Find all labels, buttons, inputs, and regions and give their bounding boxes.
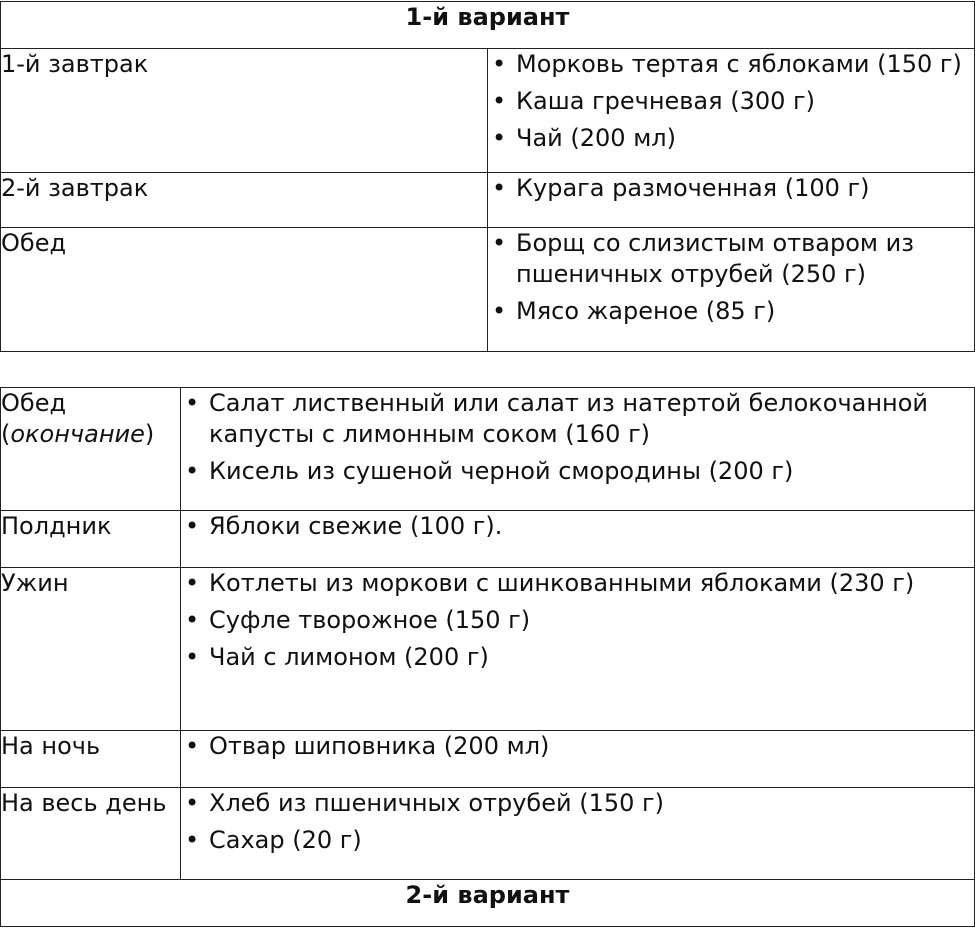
meal-items	[181, 731, 975, 788]
list-item: • Отвар шиповника (200 мл)	[181, 731, 974, 762]
list-item: • Чай (200 мл)	[488, 123, 974, 154]
table-row	[1, 511, 975, 568]
meal-items	[488, 173, 975, 228]
list-item: • Морковь тертая с яблоками (150 г)	[488, 49, 974, 80]
meal-items	[181, 568, 975, 731]
list-item: • Котлеты из моркови с шинкованными яблоками (230 г)	[181, 568, 974, 599]
list-item: • Борщ со слизистым отваром из пшеничных отрубей (250 г)	[488, 228, 974, 290]
variant-header-row	[1, 2, 975, 49]
variant-header-row	[1, 880, 975, 927]
meal-name: 2-й завтрак	[1, 173, 488, 228]
meal-name: Ужин	[1, 568, 181, 731]
list-item: • Хлеб из пшеничных отрубей (150 г)	[181, 788, 974, 819]
list-item: • Сахар (20 г)	[181, 825, 974, 856]
meal-note-open: (	[1, 420, 11, 448]
table-row	[1, 788, 975, 880]
list-item: • Яблоки свежие (100 г).	[181, 511, 974, 542]
list-item: • Каша гречневая (300 г)	[488, 86, 974, 117]
table-row	[1, 228, 975, 352]
table-row	[1, 731, 975, 788]
meal-items	[181, 388, 975, 511]
variant-1-title: 1-й вариант	[1, 2, 975, 49]
table-row	[1, 49, 975, 173]
table-row	[1, 388, 975, 511]
meal-note: окончание	[10, 420, 145, 448]
meal-items	[488, 228, 975, 352]
variant-2-title: 2-й вариант	[1, 880, 975, 927]
meal-items	[488, 49, 975, 173]
meal-name: Полдник	[1, 511, 181, 568]
meal-note-close: )	[144, 420, 155, 448]
list-item: • Мясо жареное (85 г)	[488, 296, 974, 327]
meal-name-text: Обед	[1, 389, 67, 417]
list-item: • Суфле творожное (150 г)	[181, 605, 974, 636]
meal-name: На весь день	[1, 788, 181, 880]
meal-items	[181, 788, 975, 880]
list-item: • Салат лиственный или салат из натертой белокочанной капусты с лимонным соком (160 г)	[181, 388, 974, 450]
menu-table-top	[0, 1, 975, 352]
meal-name: 1-й завтрак	[1, 49, 488, 173]
menu-table-bottom	[0, 387, 975, 927]
table-row	[1, 568, 975, 731]
meal-name: Обед	[1, 228, 488, 352]
meal-items	[181, 511, 975, 568]
list-item: • Курага размоченная (100 г)	[488, 173, 974, 204]
list-item: • Чай с лимоном (200 г)	[181, 642, 974, 673]
table-row	[1, 173, 975, 228]
list-item: • Кисель из сушеной черной смородины (200 г)	[181, 456, 974, 487]
meal-name	[1, 388, 181, 511]
meal-name: На ночь	[1, 731, 181, 788]
